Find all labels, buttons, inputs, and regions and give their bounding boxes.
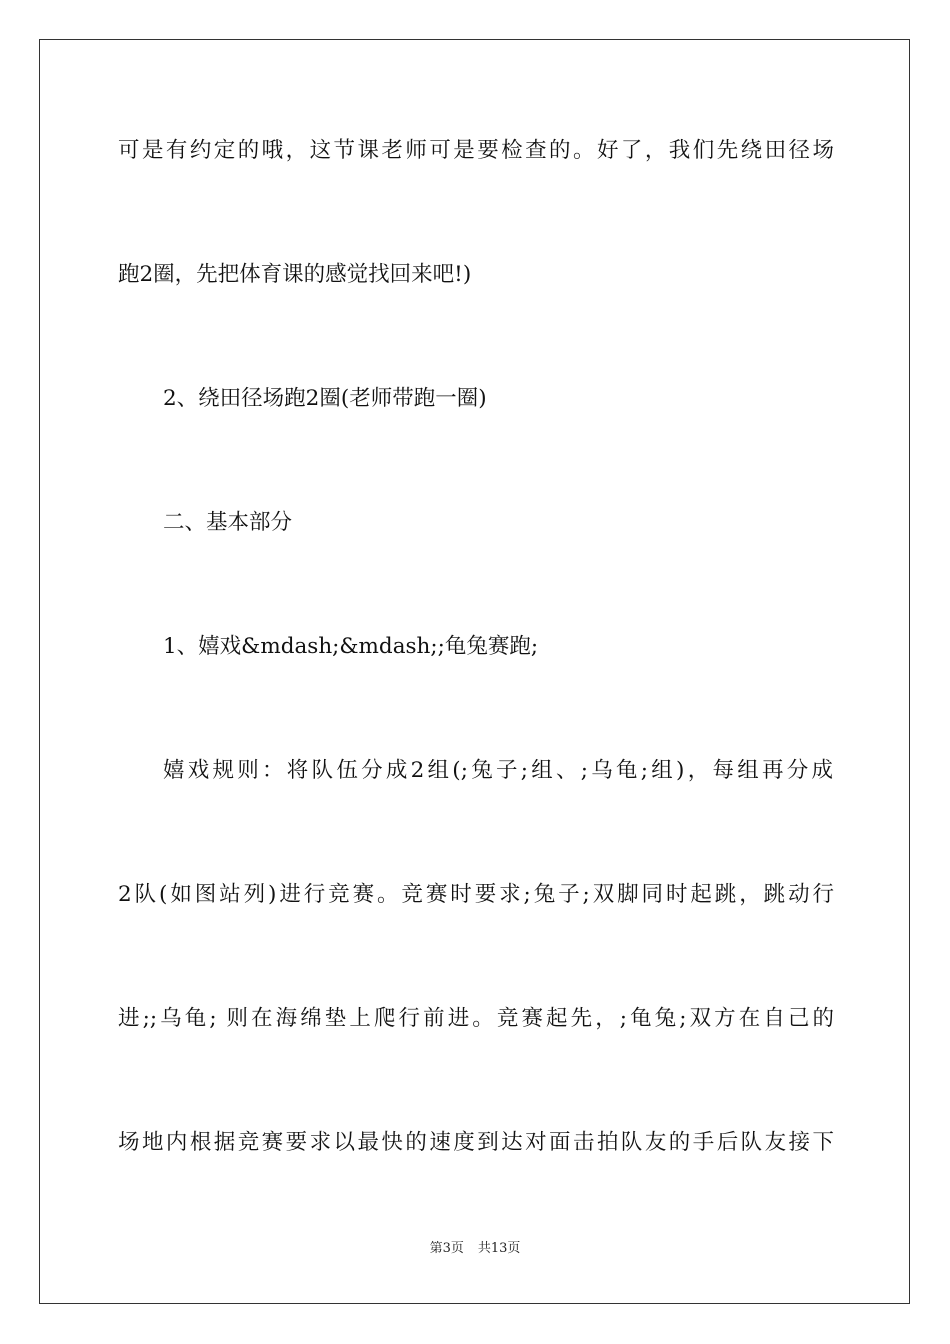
page-total: 共13页 bbox=[477, 1241, 521, 1256]
paragraph-line: 2队(如图站列)进行竞赛。竞赛时要求;兔子;双脚同时起跳，跳动行 bbox=[118, 882, 834, 907]
section-heading: 二、基本部分 bbox=[163, 510, 293, 535]
paragraph-line: 跑2圈，先把体育课的感觉找回来吧!) bbox=[118, 262, 472, 287]
paragraph-line: 嬉戏规则：将队伍分成2组(;兔子;组、;乌龟;组)，每组再分成 bbox=[163, 758, 833, 783]
paragraph-line: 可是有约定的哦，这节课老师可是要检查的。好了，我们先绕田径场 bbox=[118, 138, 834, 163]
page-border bbox=[39, 39, 910, 1304]
paragraph-line: 场地内根据竞赛要求以最快的速度到达对面击拍队友的手后队友接下 bbox=[118, 1130, 834, 1155]
page-number: 第3页 bbox=[429, 1241, 464, 1256]
page-footer bbox=[0, 1240, 950, 1258]
subsection-heading: 1、嬉戏&mdash;&mdash;;龟兔赛跑; bbox=[163, 634, 539, 659]
paragraph-line: 进;;乌龟; 则在海绵垫上爬行前进。竞赛起先，;龟兔;双方在自己的 bbox=[118, 1006, 834, 1031]
list-item: 2、绕田径场跑2圈(老师带跑一圈) bbox=[163, 386, 487, 411]
